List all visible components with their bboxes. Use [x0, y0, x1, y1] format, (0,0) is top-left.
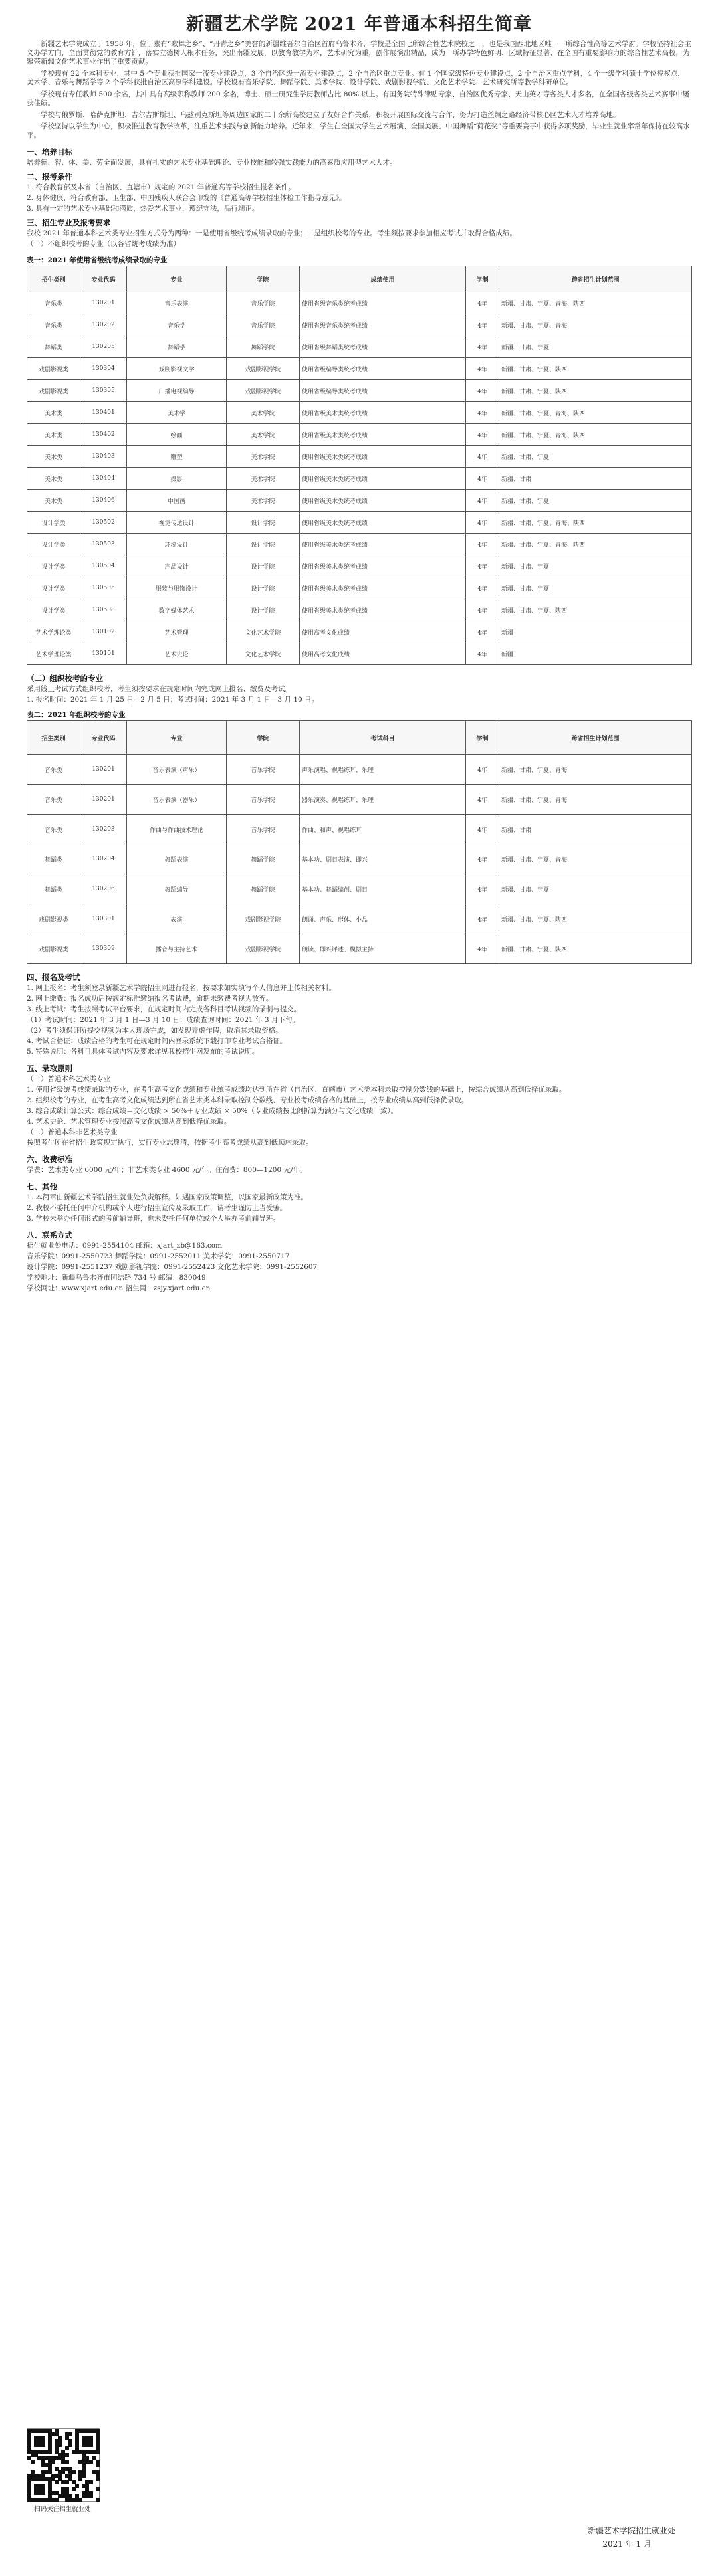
table-cell: 音乐学院: [227, 755, 300, 785]
table-header-cell: 招生类别: [27, 721, 80, 755]
table-header-cell: 学院: [227, 266, 300, 292]
intro-paragraph: 学校现有 22 个本科专业，其中 5 个专业获批国家一流专业建设点，3 个自治区级一流专业建设点，2 个自治区重点专业。有 1 个国家级特色专业建设点，2 个自治区重点学科，4 个一级学科硕士学位授权点，美术学、音乐与舞蹈学等 2 个学科获批自治区高原学科建设。学校设有音乐学院、舞蹈学院、美术学院、设计学院、戏剧影视学院、文化艺术学院、艺术研究所等教学科研单位。: [27, 69, 685, 86]
section-line: （2）考生须保证所提交视频为本人现场完成，如发现弄虚作假，取消其录取资格。: [27, 1027, 283, 1035]
table-cell: 4年: [466, 468, 499, 490]
table-header-cell: 专业代码: [80, 266, 127, 292]
table-cell: 4年: [466, 490, 499, 512]
signature-date: 2021 年 1 月: [602, 2539, 652, 2549]
table-cell: 使用省级美术类统考成绩: [300, 490, 466, 512]
table-cell: 4年: [466, 314, 499, 336]
table-cell: 4年: [466, 785, 499, 815]
section-line: 3. 学校未举办任何形式的考前辅导班，也未委托任何单位或个人举办考前辅导班。: [27, 1215, 280, 1223]
table-cell: 音乐学院: [227, 815, 300, 844]
table-cell: 4年: [466, 358, 499, 380]
table-cell: 戏剧影视学院: [227, 904, 300, 934]
table-cell: 新疆、甘肃、宁夏、青海、陕西: [499, 292, 692, 314]
section-line: 1. 报名时间：2021 年 1 月 25 日—2 月 5 日；考试时间：2021 年 3 月 1 日—3 月 10 日。: [27, 696, 319, 704]
section-line: 2. 组织校考的专业，在考生高考文化成绩达到所在省艺术类本科录取控制分数线、专业校考成绩合格的基础上，按专业成绩从高到低择优录取。: [27, 1096, 469, 1104]
section-heading: 一、培养目标: [27, 148, 72, 157]
table-cell: 音乐学: [127, 314, 227, 336]
table-cell: 表演: [127, 904, 227, 934]
table-cell: 新疆、甘肃、宁夏、陕西: [499, 599, 692, 621]
table-cell: 4年: [466, 755, 499, 785]
table-cell: 产品设计: [127, 555, 227, 577]
table-cell: 130205: [80, 336, 127, 358]
table-cell: 使用省级编导类统考成绩: [300, 380, 466, 402]
table-cell: 环境设计: [127, 534, 227, 555]
table-row: [27, 446, 692, 468]
table-cell: 美术类: [27, 402, 80, 424]
table-cell: 设计学院: [227, 577, 300, 599]
table-cell: 130304: [80, 358, 127, 380]
table-cell: 130102: [80, 621, 127, 643]
section-heading: （二）组织校考的专业: [27, 674, 103, 683]
table-cell: 新疆、甘肃、宁夏、陕西: [499, 904, 692, 934]
table-cell: 使用省级美术类统考成绩: [300, 402, 466, 424]
table-cell: 130206: [80, 874, 127, 904]
table-cell: 美术学院: [227, 468, 300, 490]
table-cell: 播音与主持艺术: [127, 934, 227, 964]
table-cell: 设计学院: [227, 512, 300, 534]
table-cell: 声乐演唱、视唱练耳、乐理: [300, 755, 466, 785]
table-cell: 新疆、甘肃、宁夏、陕西: [499, 358, 692, 380]
section-line: 3. 具有一定的艺术专业基础和潜质，热爱艺术事业，遵纪守法，品行端正。: [27, 205, 259, 213]
table-cell: 基本功、舞蹈编创、剧目: [300, 874, 466, 904]
table-cell: 戏剧影视学院: [227, 380, 300, 402]
section-line: 2. 我校不委托任何中介机构或个人进行招生宣传及录取工作，请考生谨防上当受骗。: [27, 1204, 287, 1212]
table-cell: 130502: [80, 512, 127, 534]
section-line: 学费：艺术类专业 6000 元/年；非艺术类专业 4600 元/年。住宿费：800—1200 元/年。: [27, 1166, 307, 1174]
table-cell: 美术学院: [227, 446, 300, 468]
section-heading: 六、收费标准: [27, 1155, 72, 1164]
table-cell: 音乐类: [27, 292, 80, 314]
table-cell: 音乐学院: [227, 314, 300, 336]
table-cell: 美术类: [27, 490, 80, 512]
table-cell: 新疆、甘肃、宁夏: [499, 490, 692, 512]
document-title: 新疆艺术学院 2021 年普通本科招生简章: [186, 14, 532, 35]
table-cell: 音乐类: [27, 755, 80, 785]
table-cell: 4年: [466, 844, 499, 874]
table-cell: 4年: [466, 534, 499, 555]
table-row: [27, 621, 692, 643]
section-heading: 八、联系方式: [27, 1231, 72, 1240]
table-header-row: [27, 266, 692, 292]
table-cell: 新疆、甘肃、宁夏、青海: [499, 314, 692, 336]
table-cell: 音乐类: [27, 785, 80, 815]
table-cell: 设计学院: [227, 534, 300, 555]
table-row: [27, 599, 692, 621]
table-cell: 130406: [80, 490, 127, 512]
table-cell: 艺术学理论类: [27, 621, 80, 643]
section-line: （一）不组织校考的专业（以各省统考成绩为准）: [27, 240, 180, 248]
table-cell: 美术学院: [227, 402, 300, 424]
section-heading: 七、其他: [27, 1182, 57, 1191]
table-cell: 4年: [466, 555, 499, 577]
table-row: [27, 292, 692, 314]
table-cell: 美术类: [27, 424, 80, 446]
section-line: 音乐学院：0991-2550723 舞蹈学院：0991-2552011 美术学院：0991-2550717: [27, 1252, 290, 1260]
table-cell: 130101: [80, 643, 127, 665]
table-header-cell: 专业: [127, 721, 227, 755]
table-cell: 新疆、甘肃、宁夏: [499, 555, 692, 577]
section-line: （1）考试时间：2021 年 3 月 1 日—3 月 10 日；成绩查询时间：2021 年 3 月下旬。: [27, 1016, 299, 1024]
table-cell: 戏剧影视学院: [227, 934, 300, 964]
table-row: [27, 424, 692, 446]
table-cell: 4年: [466, 446, 499, 468]
table-header-cell: 学制: [466, 721, 499, 755]
table-cell: 戏剧影视类: [27, 904, 80, 934]
table-cell: 新疆、甘肃、宁夏: [499, 446, 692, 468]
table-header-cell: 招生类别: [27, 266, 80, 292]
table-cell: 作曲与作曲技术理论: [127, 815, 227, 844]
table-cell: 美术学院: [227, 490, 300, 512]
table-cell: 舞蹈学院: [227, 874, 300, 904]
table-cell: 130404: [80, 468, 127, 490]
section-line: 学校地址：新疆乌鲁木齐市团结路 734 号 邮编：830049: [27, 1274, 206, 1282]
signature: 新疆艺术学院招生就业处: [587, 2526, 675, 2535]
table-cell: 130204: [80, 844, 127, 874]
section-line: 3. 综合成绩计算公式：综合成绩＝文化成绩 × 50%＋专业成绩 × 50%（专业成绩按比例折算为满分与文化成绩一致）。: [27, 1107, 398, 1115]
section-line: 招生就业处电话：0991-2554104 邮箱：xjart_zb@163.com: [27, 1242, 223, 1250]
table-cell: 服装与服饰设计: [127, 577, 227, 599]
table-cell: 新疆、甘肃、宁夏: [499, 336, 692, 358]
table-cell: 设计学院: [227, 555, 300, 577]
table-cell: 舞蹈学院: [227, 336, 300, 358]
table-cell: 舞蹈类: [27, 844, 80, 874]
table-cell: 音乐表演（声乐）: [127, 755, 227, 785]
section-line: 设计学院：0991-2551237 戏剧影视学院：0991-2552423 文化艺术学院：0991-2552607: [27, 1263, 318, 1271]
table-row: [27, 643, 692, 665]
section-line: 1. 网上报名：考生须登录新疆艺术学院招生网进行报名，按要求如实填写个人信息并上传相关材料。: [27, 984, 336, 992]
table-header-cell: 专业代码: [80, 721, 127, 755]
table-cell: 使用省级美术类统考成绩: [300, 555, 466, 577]
table-row: [27, 512, 692, 534]
table-cell: 摄影: [127, 468, 227, 490]
table-cell: 使用省级美术类统考成绩: [300, 599, 466, 621]
section-line: 3. 线上考试：考生按照考试平台要求，在规定时间内完成各科目考试视频的录制与提交。: [27, 1005, 301, 1013]
table-cell: 戏剧影视类: [27, 934, 80, 964]
table-cell: 设计学类: [27, 577, 80, 599]
section-heading: 四、报名及考试: [27, 973, 80, 982]
table-cell: 艺术史论: [127, 643, 227, 665]
table-cell: 戏剧影视学院: [227, 358, 300, 380]
section-line: 1. 符合教育部及本省（自治区、直辖市）规定的 2021 年普通高等学校招生报名条件。: [27, 183, 295, 191]
table-header-cell: 专业: [127, 266, 227, 292]
table-cell: 新疆、甘肃、宁夏、青海、陕西: [499, 534, 692, 555]
table-cell: 4年: [466, 599, 499, 621]
table-row: [27, 934, 692, 964]
table-cell: 新疆、甘肃、宁夏、青海: [499, 844, 692, 874]
table-cell: 音乐学院: [227, 785, 300, 815]
table-cell: 音乐表演（器乐）: [127, 785, 227, 815]
table-cell: 使用省级美术类统考成绩: [300, 534, 466, 555]
table-cell: 4年: [466, 292, 499, 314]
table-cell: 4年: [466, 424, 499, 446]
table-cell: 中国画: [127, 490, 227, 512]
table-cell: 4年: [466, 577, 499, 599]
table-cell: 新疆: [499, 621, 692, 643]
table-cell: 4年: [466, 874, 499, 904]
table-row: [27, 555, 692, 577]
table-header-cell: 成绩使用: [300, 266, 466, 292]
table-row: [27, 380, 692, 402]
section-line: 1. 使用省级统考成绩录取的专业，在考生高考文化成绩和专业统考成绩均达到所在省（自治区、直辖市）艺术类本科录取控制分数线的基础上，按综合成绩从高到低择优录取。: [27, 1086, 566, 1094]
table-header-cell: 考试科目: [300, 721, 466, 755]
table-row: [27, 534, 692, 555]
table-cell: 舞蹈学: [127, 336, 227, 358]
table-cell: 新疆、甘肃: [499, 815, 692, 844]
table-cell: 数字媒体艺术: [127, 599, 227, 621]
table-row: [27, 577, 692, 599]
table-cell: 使用省级编导类统考成绩: [300, 358, 466, 380]
table-row: [27, 468, 692, 490]
major-table-statistic-caption: 表一：2021 年使用省级统考成绩录取的专业: [27, 256, 168, 264]
major-table-statistic: [27, 266, 692, 665]
table-cell: 使用高考文化成绩: [300, 621, 466, 643]
table-cell: 音乐学院: [227, 292, 300, 314]
table-row: [27, 844, 692, 874]
table-cell: 130401: [80, 402, 127, 424]
table-row: [27, 874, 692, 904]
table-cell: 使用省级舞蹈类统考成绩: [300, 336, 466, 358]
table-cell: 使用省级音乐类统考成绩: [300, 292, 466, 314]
table-cell: 美术类: [27, 468, 80, 490]
table-cell: 舞蹈类: [27, 874, 80, 904]
table-cell: 舞蹈学院: [227, 844, 300, 874]
table-cell: 新疆、甘肃、宁夏: [499, 577, 692, 599]
table-header-cell: 学制: [466, 266, 499, 292]
table-header-row: [27, 721, 692, 755]
table-cell: 戏剧影视文学: [127, 358, 227, 380]
table-cell: 设计学类: [27, 555, 80, 577]
table-cell: 新疆、甘肃、宁夏、青海、陕西: [499, 512, 692, 534]
table-cell: 戏剧影视类: [27, 380, 80, 402]
table-cell: 130402: [80, 424, 127, 446]
table-cell: 文化艺术学院: [227, 621, 300, 643]
table-cell: 130403: [80, 446, 127, 468]
table-cell: 130201: [80, 292, 127, 314]
table-cell: 4年: [466, 402, 499, 424]
section-heading: 二、报考条件: [27, 172, 72, 181]
intro-paragraph: 学校现有专任教师 500 余名，其中具有高级职称教师 200 余名，博士、硕士研究生学历教师占比 80% 以上。有国务院特殊津贴专家、自治区优秀专家、天山英才等各类人才多名，在全国各级各类艺术赛事中屡获佳绩。: [27, 90, 689, 107]
qr-caption: 扫码关注招生就业处: [34, 2506, 91, 2513]
table-cell: 130505: [80, 577, 127, 599]
section-heading: 三、招生专业及报考要求: [27, 218, 111, 227]
major-table-exam-caption: 表二：2021 年组织校考的专业: [27, 711, 126, 719]
section-line: 4. 考试合格证：成绩合格的考生可在规定时间内登录系统下载打印专业考试合格证。: [27, 1037, 287, 1045]
table-cell: 基本功、剧目表演、即兴: [300, 844, 466, 874]
section-line: 2. 网上缴费：报名成功后按规定标准缴纳报名考试费，逾期未缴费者视为放弃。: [27, 995, 273, 1003]
table-cell: 文化艺术学院: [227, 643, 300, 665]
table-cell: 4年: [466, 904, 499, 934]
table-cell: 作曲、和声、视唱练耳: [300, 815, 466, 844]
table-cell: 4年: [466, 934, 499, 964]
table-cell: 使用省级美术类统考成绩: [300, 468, 466, 490]
table-cell: 设计学类: [27, 599, 80, 621]
table-cell: 设计学院: [227, 599, 300, 621]
intro-paragraph: 学校与俄罗斯、哈萨克斯坦、吉尔吉斯斯坦、乌兹别克斯坦等周边国家的二十余所高校建立了友好合作关系，积极开展国际交流与合作，努力打造丝绸之路经济带核心区艺术人才培养高地。: [41, 110, 620, 119]
table-cell: 使用省级音乐类统考成绩: [300, 314, 466, 336]
table-row: [27, 815, 692, 844]
section-line: 5. 特殊说明：各科目具体考试内容及要求详见我校招生网发布的考试说明。: [27, 1048, 259, 1056]
table-cell: 新疆、甘肃、宁夏、青海: [499, 785, 692, 815]
table-row: [27, 785, 692, 815]
table-row: [27, 402, 692, 424]
table-cell: 艺术学理论类: [27, 643, 80, 665]
table-cell: 使用高考文化成绩: [300, 643, 466, 665]
table-cell: 新疆、甘肃、宁夏、青海、陕西: [499, 402, 692, 424]
table-row: [27, 314, 692, 336]
table-cell: 新疆、甘肃: [499, 468, 692, 490]
section-line: 采用线上考试方式组织校考，考生须按要求在规定时间内完成网上报名、缴费及考试。: [27, 685, 292, 693]
table-cell: 130305: [80, 380, 127, 402]
table-cell: 朗诵、声乐、形体、小品: [300, 904, 466, 934]
section-line: （一）普通本科艺术类专业: [27, 1075, 110, 1083]
table-cell: 使用省级美术类统考成绩: [300, 577, 466, 599]
section-line: 培养德、智、体、美、劳全面发展，具有扎实的艺术专业基础理论、专业技能和较强实践能力的高素质应用型艺术人才。: [27, 159, 397, 167]
intro-paragraph: 学校坚持以学生为中心，积极推进教育教学改革，注重艺术实践与创新能力培养。近年来，学生在全国大学生艺术展演、全国美展、中国舞蹈“荷花奖”等重要赛事中获得多项奖励，毕业生就业率常年保持在较高水平。: [27, 122, 690, 140]
table-cell: 使用省级美术类统考成绩: [300, 424, 466, 446]
table-cell: 新疆、甘肃、宁夏、陕西: [499, 380, 692, 402]
table-cell: 130504: [80, 555, 127, 577]
table-cell: 130201: [80, 785, 127, 815]
table-cell: 新疆: [499, 643, 692, 665]
section-line: 4. 艺术史论、艺术管理专业按照高考文化成绩从高到低择优录取。: [27, 1118, 231, 1126]
section-line: 2. 身体健康，符合教育部、卫生部、中国残疾人联合会印发的《普通高等学校招生体检工作指导意见》。: [27, 194, 346, 202]
table-row: [27, 358, 692, 380]
table-header-cell: 跨省招生计划范围: [499, 721, 692, 755]
table-cell: 舞蹈类: [27, 336, 80, 358]
table-cell: 视觉传达设计: [127, 512, 227, 534]
table-cell: 新疆、甘肃、宁夏: [499, 874, 692, 904]
table-cell: 器乐演奏、视唱练耳、乐理: [300, 785, 466, 815]
table-row: [27, 755, 692, 785]
table-cell: 使用省级美术类统考成绩: [300, 446, 466, 468]
table-cell: 戏剧影视类: [27, 358, 80, 380]
table-cell: 音乐类: [27, 815, 80, 844]
table-cell: 艺术管理: [127, 621, 227, 643]
table-cell: 新疆、甘肃、宁夏、青海、陕西: [499, 424, 692, 446]
table-cell: 朗读、即兴评述、模拟主持: [300, 934, 466, 964]
table-cell: 设计学类: [27, 534, 80, 555]
table-cell: 音乐表演: [127, 292, 227, 314]
table-cell: 130203: [80, 815, 127, 844]
table-cell: 舞蹈编导: [127, 874, 227, 904]
table-cell: 130201: [80, 755, 127, 785]
table-cell: 130503: [80, 534, 127, 555]
table-cell: 美术学: [127, 402, 227, 424]
table-cell: 广播电视编导: [127, 380, 227, 402]
table-row: [27, 336, 692, 358]
table-cell: 4年: [466, 643, 499, 665]
table-row: [27, 490, 692, 512]
table-cell: 4年: [466, 621, 499, 643]
table-header-cell: 跨省招生计划范围: [499, 266, 692, 292]
table-cell: 130309: [80, 934, 127, 964]
section-line: 学校网址：www.xjart.edu.cn 招生网：zsjy.xjart.edu.cn: [27, 1284, 211, 1292]
section-heading: 五、录取原则: [27, 1064, 72, 1073]
table-cell: 130301: [80, 904, 127, 934]
section-line: 按照考生所在省招生政策规定执行，实行专业志愿清，依据考生高考成绩从高到低顺序录取。: [27, 1139, 313, 1147]
table-row: [27, 904, 692, 934]
table-cell: 130202: [80, 314, 127, 336]
qr-code-icon: [27, 2428, 100, 2502]
section-line: 我校 2021 年普通本科艺术类专业招生方式分为两种：一是使用省级统考成绩录取的专业；二是组织校考的专业。考生须按要求参加相应考试并取得合格成绩。: [27, 229, 517, 237]
section-line: （二）普通本科非艺术类专业: [27, 1128, 118, 1136]
table-cell: 4年: [466, 815, 499, 844]
table-cell: 美术学院: [227, 424, 300, 446]
table-header-cell: 学院: [227, 721, 300, 755]
table-cell: 舞蹈表演: [127, 844, 227, 874]
table-cell: 雕塑: [127, 446, 227, 468]
table-cell: 4年: [466, 380, 499, 402]
table-cell: 4年: [466, 512, 499, 534]
table-cell: 新疆、甘肃、宁夏、青海: [499, 755, 692, 785]
table-cell: 美术类: [27, 446, 80, 468]
section-line: 1. 本简章由新疆艺术学院招生就业处负责解释。如遇国家政策调整，以国家最新政策为准。: [27, 1193, 308, 1201]
intro-paragraph: 新疆艺术学院成立于 1958 年，位于素有“歌舞之乡”、“丹青之乡”美誉的新疆维吾尔自治区首府乌鲁木齐，学校是全国七所综合性艺术院校之一，也是我国西北地区唯一一所综合性高等艺术学府。学校坚持社会主义办学方向，全面贯彻党的教育方针，落实立德树人根本任务，突出南疆发展，以教育教学为本，艺术研究为重，创作展演出精品，成为一所办学特色鲜明、区域特征显著、在全国有重要影响力的综合性艺术高校，为繁荣新疆文化艺术事业作出了重要贡献。: [27, 40, 691, 66]
table-cell: 新疆、甘肃、宁夏、陕西: [499, 934, 692, 964]
major-table-exam: [27, 720, 692, 964]
table-cell: 使用省级美术类统考成绩: [300, 512, 466, 534]
table-cell: 设计学类: [27, 512, 80, 534]
table-cell: 绘画: [127, 424, 227, 446]
table-cell: 音乐类: [27, 314, 80, 336]
table-cell: 4年: [466, 336, 499, 358]
table-cell: 130508: [80, 599, 127, 621]
